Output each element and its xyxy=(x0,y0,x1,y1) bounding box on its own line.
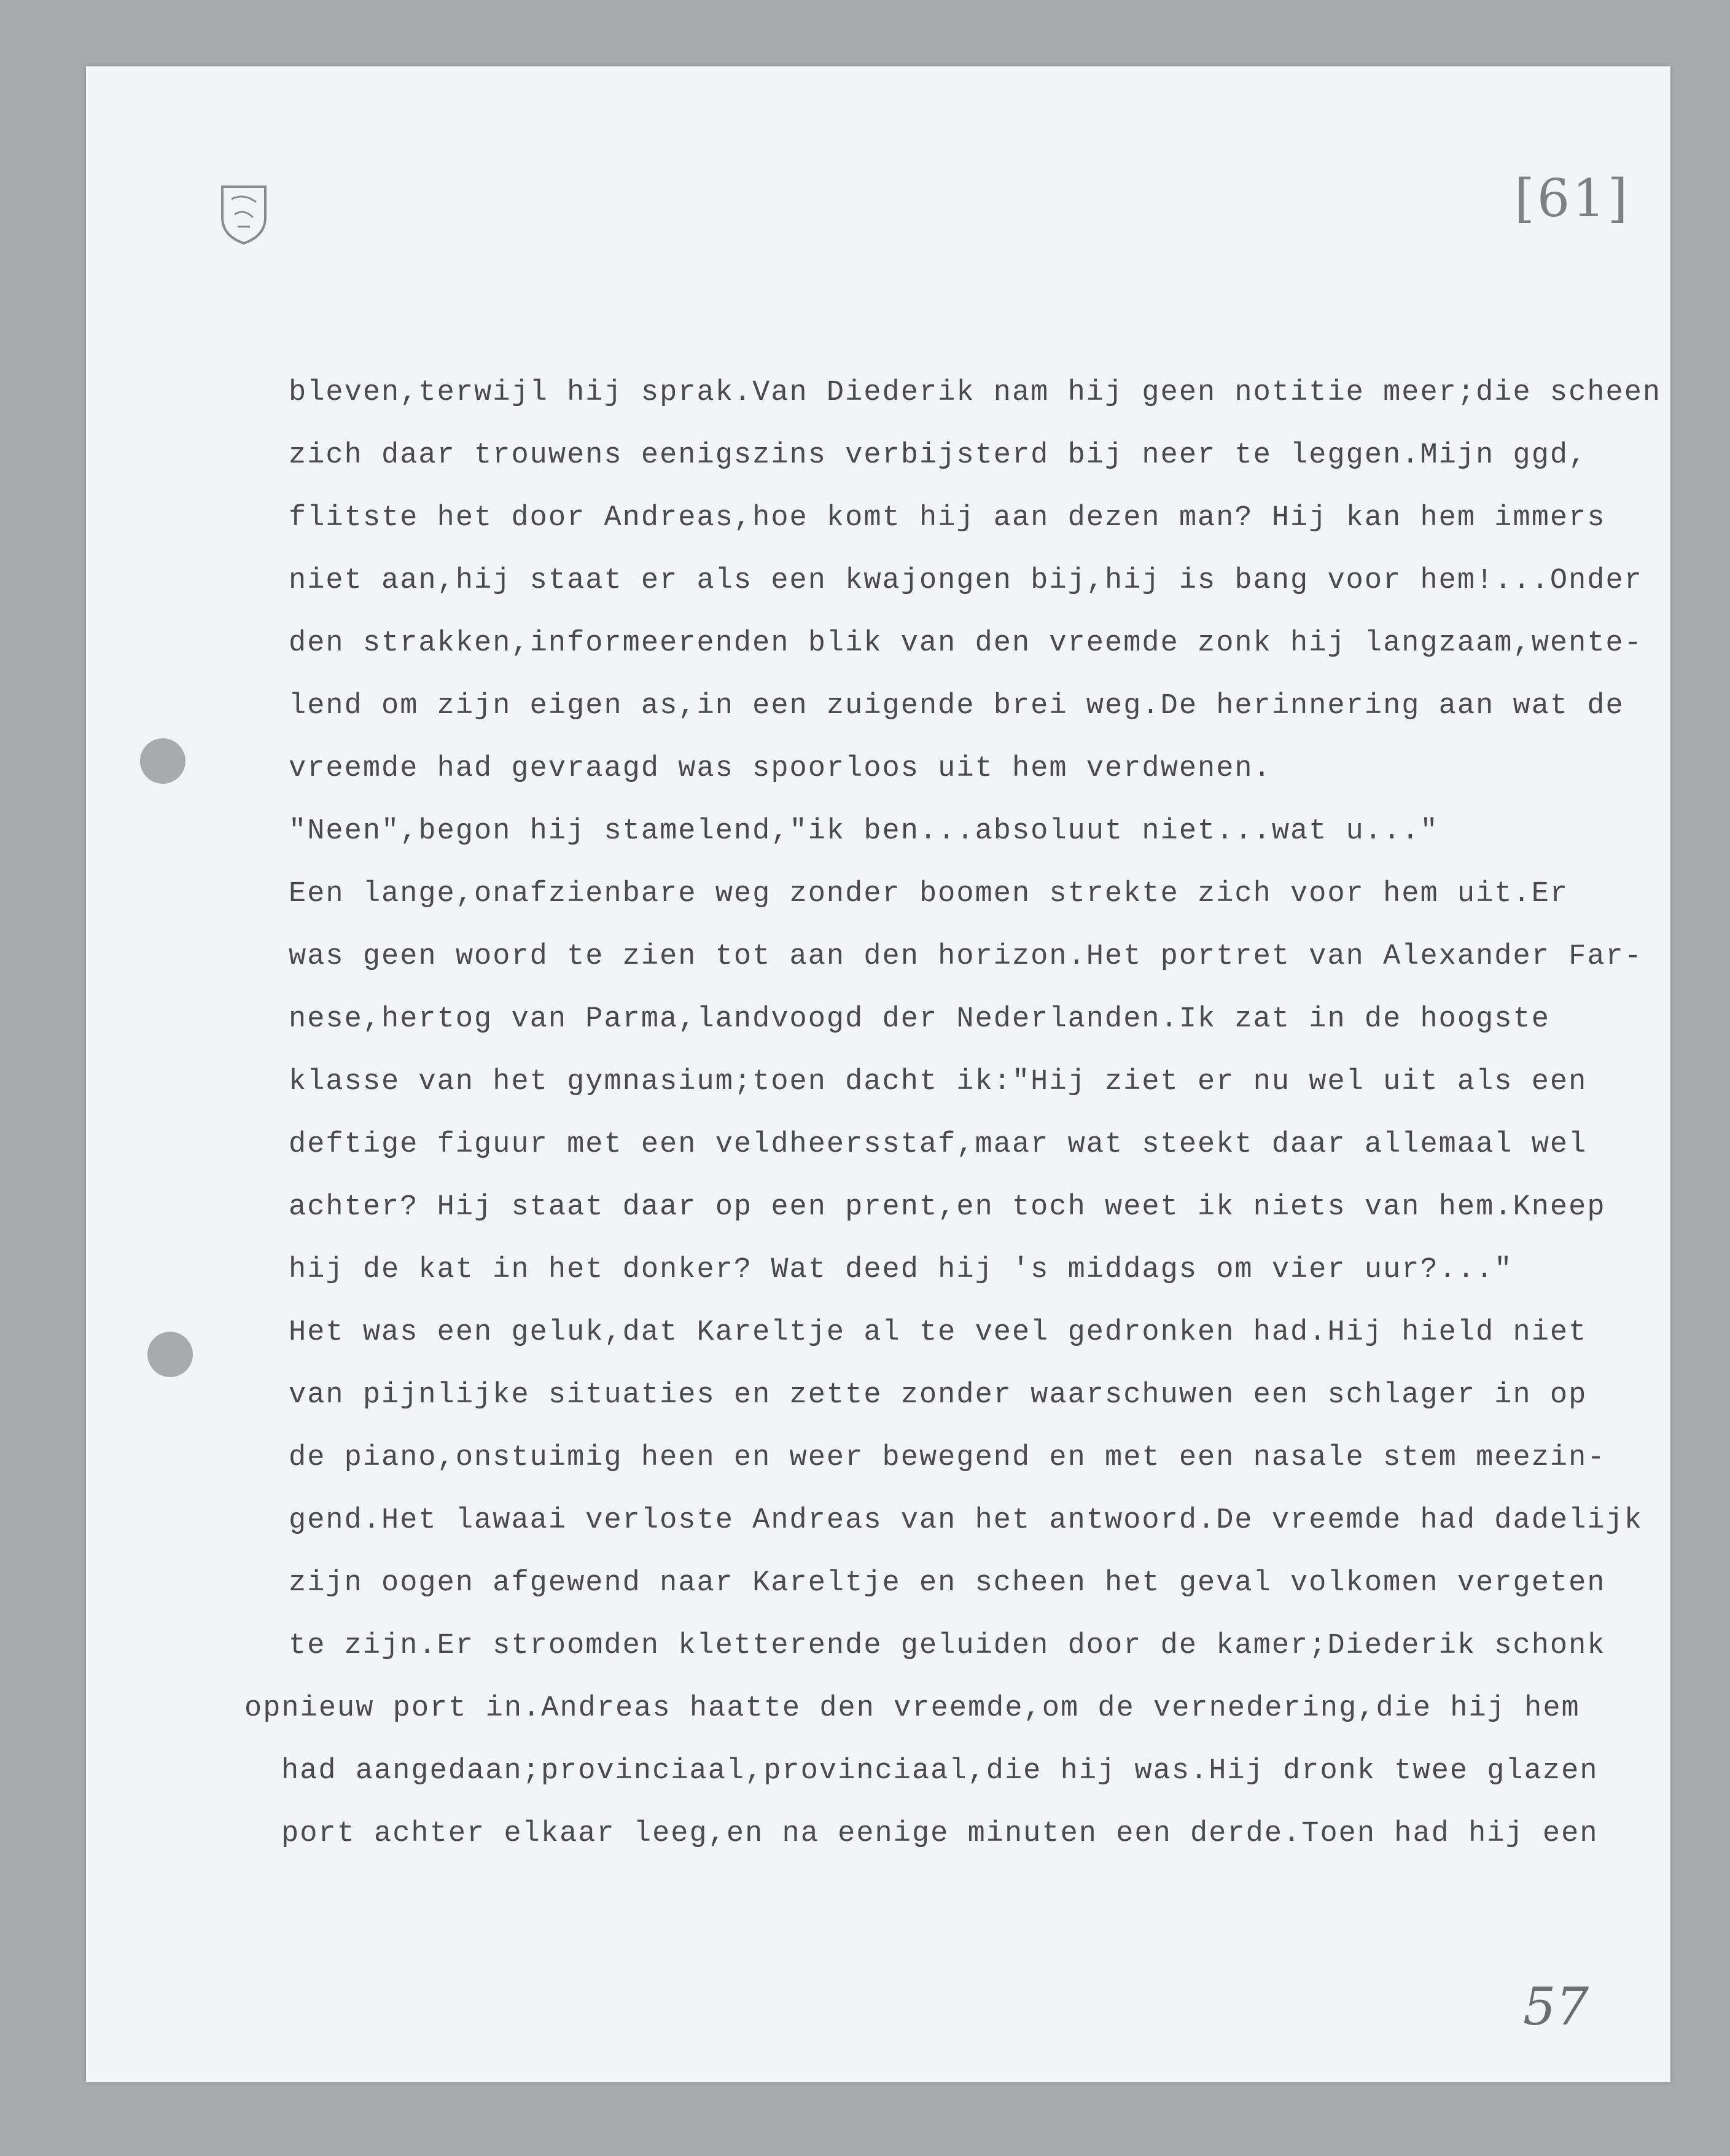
text-line: was geen woord te zien tot aan den horizon.Het portret van Alexander Far- xyxy=(289,940,1643,973)
text-line: achter? Hij staat daar op een prent,en toch weet ik niets van hem.Kneep xyxy=(289,1191,1606,1224)
punch-hole xyxy=(140,738,185,784)
text-line: gend.Het lawaai verloste Andreas van het antwoord.De vreemde had dadelijk xyxy=(289,1504,1643,1537)
text-line: lend om zijn eigen as,in een zuigende brei weg.De herinnering aan wat de xyxy=(289,690,1624,722)
text-line: nese,hertog van Parma,landvoogd der Nederlanden.Ik zat in de hoogste xyxy=(289,1003,1550,1036)
archive-number: [61] xyxy=(1514,168,1631,228)
text-line: flitste het door Andreas,hoe komt hij aan dezen man? Hij kan hem immers xyxy=(289,502,1606,534)
document-page xyxy=(86,66,1670,2082)
text-line: den strakken,informeerenden blik van den vreemde zonk hij langzaam,wente- xyxy=(289,627,1643,660)
page-number: 57 xyxy=(1523,1977,1589,2037)
text-line: hij de kat in het donker? Wat deed hij 's middags om vier uur?..." xyxy=(289,1254,1513,1286)
text-line: Het was een geluk,dat Kareltje al te veel gedronken had.Hij hield niet xyxy=(289,1316,1588,1349)
text-line: opnieuw port in.Andreas haatte den vreemde,om de vernedering,die hij hem xyxy=(244,1692,1580,1725)
text-line: zich daar trouwens eenigszins verbijsterd bij neer te leggen.Mijn ggd, xyxy=(289,439,1588,472)
text-line: deftige figuur met een veldheersstaf,maar wat steekt daar allemaal wel xyxy=(289,1128,1588,1161)
text-line: port achter elkaar leeg,en na eenige minuten een derde.Toen had hij een xyxy=(281,1818,1599,1850)
text-line: niet aan,hij staat er als een kwajongen bij,hij is bang voor hem!...Onder xyxy=(289,564,1643,597)
archive-stamp-icon xyxy=(216,181,271,248)
punch-hole xyxy=(147,1332,193,1377)
text-line: bleven,terwijl hij sprak.Van Diederik nam hij geen notitie meer;die scheen xyxy=(289,377,1662,409)
text-line: de piano,onstuimig heen en weer bewegend en met een nasale stem meezin- xyxy=(289,1442,1606,1474)
text-line: Een lange,onafzienbare weg zonder boomen strekte zich voor hem uit.Er xyxy=(289,878,1569,910)
text-line: had aangedaan;provinciaal,provinciaal,die hij was.Hij dronk twee glazen xyxy=(281,1755,1599,1787)
text-line: klasse van het gymnasium;toen dacht ik:"Hij ziet er nu wel uit als een xyxy=(289,1066,1588,1098)
text-line: van pijnlijke situaties en zette zonder waarschuwen een schlager in op xyxy=(289,1379,1588,1412)
text-line: te zijn.Er stroomden kletterende geluiden door de kamer;Diederik schonk xyxy=(289,1630,1606,1662)
text-line: "Neen",begon hij stamelend,"ik ben...absoluut niet...wat u..." xyxy=(289,815,1439,848)
text-line: zijn oogen afgewend naar Kareltje en scheen het geval volkomen vergeten xyxy=(289,1567,1606,1599)
text-line: vreemde had gevraagd was spoorloos uit hem verdwenen. xyxy=(289,752,1272,785)
